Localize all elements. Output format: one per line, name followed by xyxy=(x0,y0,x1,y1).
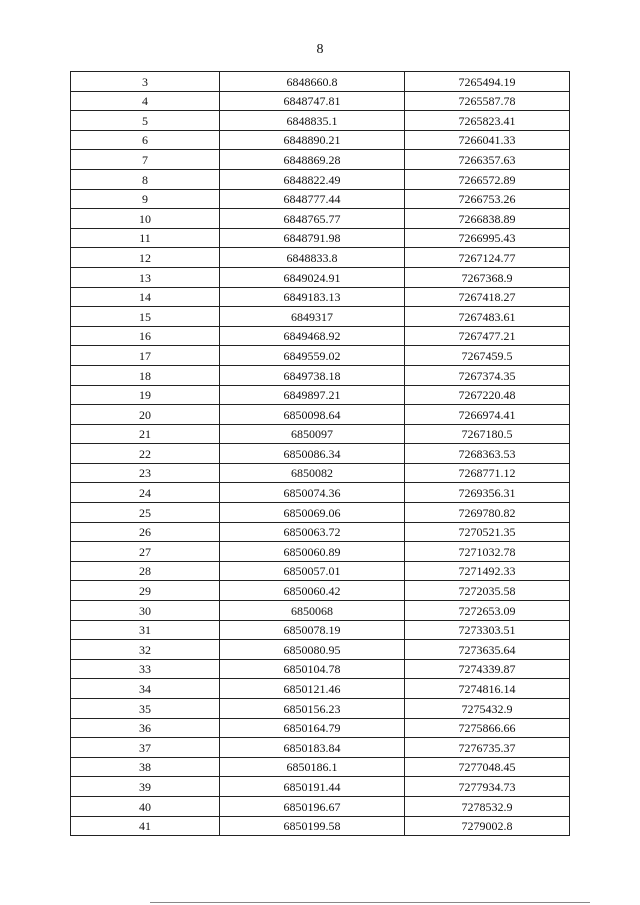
x-coordinate-cell: 6848660.8 xyxy=(220,72,405,92)
table-row xyxy=(71,385,570,405)
coordinates-table-body xyxy=(71,72,570,836)
y-coordinate-cell: 7272653.09 xyxy=(405,601,570,621)
point-number-cell: 10 xyxy=(71,209,220,229)
y-coordinate-cell: 7267459.5 xyxy=(405,346,570,366)
table-row xyxy=(71,346,570,366)
x-coordinate-cell: 6850097 xyxy=(220,424,405,444)
table-row xyxy=(71,542,570,562)
table-row xyxy=(71,816,570,836)
table-row xyxy=(71,444,570,464)
y-coordinate-cell: 7268771.12 xyxy=(405,463,570,483)
y-coordinate-cell: 7272035.58 xyxy=(405,581,570,601)
point-number-cell: 26 xyxy=(71,522,220,542)
x-coordinate-cell: 6850060.42 xyxy=(220,581,405,601)
point-number-cell: 22 xyxy=(71,444,220,464)
point-number-cell: 39 xyxy=(71,777,220,797)
table-row xyxy=(71,365,570,385)
y-coordinate-cell: 7267180.5 xyxy=(405,424,570,444)
table-row xyxy=(71,424,570,444)
y-coordinate-cell: 7275866.66 xyxy=(405,718,570,738)
point-number-cell: 38 xyxy=(71,757,220,777)
y-coordinate-cell: 7274816.14 xyxy=(405,679,570,699)
table-row xyxy=(71,228,570,248)
point-number-cell: 33 xyxy=(71,659,220,679)
table-row xyxy=(71,679,570,699)
x-coordinate-cell: 6848747.81 xyxy=(220,91,405,111)
page-bottom-rule xyxy=(150,902,590,903)
y-coordinate-cell: 7266041.33 xyxy=(405,130,570,150)
x-coordinate-cell: 6850104.78 xyxy=(220,659,405,679)
x-coordinate-cell: 6849024.91 xyxy=(220,267,405,287)
x-coordinate-cell: 6848835.1 xyxy=(220,111,405,131)
y-coordinate-cell: 7275432.9 xyxy=(405,699,570,719)
table-row xyxy=(71,620,570,640)
y-coordinate-cell: 7271492.33 xyxy=(405,561,570,581)
y-coordinate-cell: 7266995.43 xyxy=(405,228,570,248)
x-coordinate-cell: 6850156.23 xyxy=(220,699,405,719)
x-coordinate-cell: 6850069.06 xyxy=(220,503,405,523)
table-row xyxy=(71,561,570,581)
y-coordinate-cell: 7265494.19 xyxy=(405,72,570,92)
point-number-cell: 19 xyxy=(71,385,220,405)
table-row xyxy=(71,130,570,150)
x-coordinate-cell: 6848890.21 xyxy=(220,130,405,150)
y-coordinate-cell: 7267483.61 xyxy=(405,307,570,327)
y-coordinate-cell: 7277048.45 xyxy=(405,757,570,777)
point-number-cell: 30 xyxy=(71,601,220,621)
y-coordinate-cell: 7277934.73 xyxy=(405,777,570,797)
table-row xyxy=(71,91,570,111)
table-row xyxy=(71,483,570,503)
y-coordinate-cell: 7266753.26 xyxy=(405,189,570,209)
x-coordinate-cell: 6850080.95 xyxy=(220,640,405,660)
point-number-cell: 27 xyxy=(71,542,220,562)
table-row xyxy=(71,287,570,307)
x-coordinate-cell: 6849468.92 xyxy=(220,326,405,346)
table-row xyxy=(71,503,570,523)
y-coordinate-cell: 7267368.9 xyxy=(405,267,570,287)
table-row xyxy=(71,659,570,679)
y-coordinate-cell: 7268363.53 xyxy=(405,444,570,464)
x-coordinate-cell: 6850074.36 xyxy=(220,483,405,503)
y-coordinate-cell: 7273303.51 xyxy=(405,620,570,640)
y-coordinate-cell: 7274339.87 xyxy=(405,659,570,679)
y-coordinate-cell: 7266572.89 xyxy=(405,169,570,189)
y-coordinate-cell: 7265587.78 xyxy=(405,91,570,111)
y-coordinate-cell: 7269780.82 xyxy=(405,503,570,523)
y-coordinate-cell: 7267374.35 xyxy=(405,365,570,385)
point-number-cell: 15 xyxy=(71,307,220,327)
y-coordinate-cell: 7270521.35 xyxy=(405,522,570,542)
x-coordinate-cell: 6850183.84 xyxy=(220,738,405,758)
point-number-cell: 37 xyxy=(71,738,220,758)
point-number-cell: 31 xyxy=(71,620,220,640)
point-number-cell: 29 xyxy=(71,581,220,601)
x-coordinate-cell: 6850078.19 xyxy=(220,620,405,640)
x-coordinate-cell: 6850063.72 xyxy=(220,522,405,542)
x-coordinate-cell: 6848869.28 xyxy=(220,150,405,170)
table-row xyxy=(71,463,570,483)
point-number-cell: 9 xyxy=(71,189,220,209)
point-number-cell: 34 xyxy=(71,679,220,699)
x-coordinate-cell: 6848765.77 xyxy=(220,209,405,229)
point-number-cell: 14 xyxy=(71,287,220,307)
point-number-cell: 35 xyxy=(71,699,220,719)
point-number-cell: 40 xyxy=(71,796,220,816)
point-number-cell: 28 xyxy=(71,561,220,581)
point-number-cell: 7 xyxy=(71,150,220,170)
point-number-cell: 32 xyxy=(71,640,220,660)
table-row xyxy=(71,757,570,777)
x-coordinate-cell: 6850086.34 xyxy=(220,444,405,464)
point-number-cell: 17 xyxy=(71,346,220,366)
x-coordinate-cell: 6848777.44 xyxy=(220,189,405,209)
x-coordinate-cell: 6850121.46 xyxy=(220,679,405,699)
table-row xyxy=(71,248,570,268)
table-row xyxy=(71,267,570,287)
x-coordinate-cell: 6849317 xyxy=(220,307,405,327)
y-coordinate-cell: 7267124.77 xyxy=(405,248,570,268)
table-row xyxy=(71,326,570,346)
y-coordinate-cell: 7266838.89 xyxy=(405,209,570,229)
x-coordinate-cell: 6850186.1 xyxy=(220,757,405,777)
x-coordinate-cell: 6850199.58 xyxy=(220,816,405,836)
y-coordinate-cell: 7279002.8 xyxy=(405,816,570,836)
x-coordinate-cell: 6850164.79 xyxy=(220,718,405,738)
point-number-cell: 8 xyxy=(71,169,220,189)
table-row xyxy=(71,405,570,425)
point-number-cell: 21 xyxy=(71,424,220,444)
table-row xyxy=(71,169,570,189)
x-coordinate-cell: 6850191.44 xyxy=(220,777,405,797)
y-coordinate-cell: 7267477.21 xyxy=(405,326,570,346)
page-number: 8 xyxy=(316,42,324,57)
y-coordinate-cell: 7276735.37 xyxy=(405,738,570,758)
y-coordinate-cell: 7273635.64 xyxy=(405,640,570,660)
y-coordinate-cell: 7278532.9 xyxy=(405,796,570,816)
y-coordinate-cell: 7265823.41 xyxy=(405,111,570,131)
y-coordinate-cell: 7271032.78 xyxy=(405,542,570,562)
table-row xyxy=(71,777,570,797)
table-row xyxy=(71,189,570,209)
x-coordinate-cell: 6850082 xyxy=(220,463,405,483)
point-number-cell: 11 xyxy=(71,228,220,248)
table-row xyxy=(71,522,570,542)
table-row xyxy=(71,796,570,816)
point-number-cell: 20 xyxy=(71,405,220,425)
y-coordinate-cell: 7269356.31 xyxy=(405,483,570,503)
table-row xyxy=(71,581,570,601)
y-coordinate-cell: 7267220.48 xyxy=(405,385,570,405)
point-number-cell: 25 xyxy=(71,503,220,523)
table-row xyxy=(71,640,570,660)
x-coordinate-cell: 6850057.01 xyxy=(220,561,405,581)
table-row xyxy=(71,111,570,131)
x-coordinate-cell: 6850060.89 xyxy=(220,542,405,562)
x-coordinate-cell: 6848822.49 xyxy=(220,169,405,189)
table-row xyxy=(71,738,570,758)
point-number-cell: 3 xyxy=(71,72,220,92)
y-coordinate-cell: 7267418.27 xyxy=(405,287,570,307)
coordinates-table xyxy=(70,71,570,836)
x-coordinate-cell: 6850068 xyxy=(220,601,405,621)
x-coordinate-cell: 6848791.98 xyxy=(220,228,405,248)
point-number-cell: 41 xyxy=(71,816,220,836)
point-number-cell: 36 xyxy=(71,718,220,738)
table-row xyxy=(71,150,570,170)
x-coordinate-cell: 6849897.21 xyxy=(220,385,405,405)
y-coordinate-cell: 7266974.41 xyxy=(405,405,570,425)
point-number-cell: 24 xyxy=(71,483,220,503)
table-row xyxy=(71,209,570,229)
x-coordinate-cell: 6849183.13 xyxy=(220,287,405,307)
table-row xyxy=(71,72,570,92)
point-number-cell: 6 xyxy=(71,130,220,150)
y-coordinate-cell: 7266357.63 xyxy=(405,150,570,170)
point-number-cell: 4 xyxy=(71,91,220,111)
point-number-cell: 16 xyxy=(71,326,220,346)
x-coordinate-cell: 6850098.64 xyxy=(220,405,405,425)
x-coordinate-cell: 6849559.02 xyxy=(220,346,405,366)
table-row xyxy=(71,718,570,738)
table-row xyxy=(71,307,570,327)
point-number-cell: 12 xyxy=(71,248,220,268)
point-number-cell: 18 xyxy=(71,365,220,385)
table-row xyxy=(71,699,570,719)
x-coordinate-cell: 6848833.8 xyxy=(220,248,405,268)
table-row xyxy=(71,601,570,621)
point-number-cell: 5 xyxy=(71,111,220,131)
x-coordinate-cell: 6849738.18 xyxy=(220,365,405,385)
point-number-cell: 13 xyxy=(71,267,220,287)
point-number-cell: 23 xyxy=(71,463,220,483)
x-coordinate-cell: 6850196.67 xyxy=(220,796,405,816)
